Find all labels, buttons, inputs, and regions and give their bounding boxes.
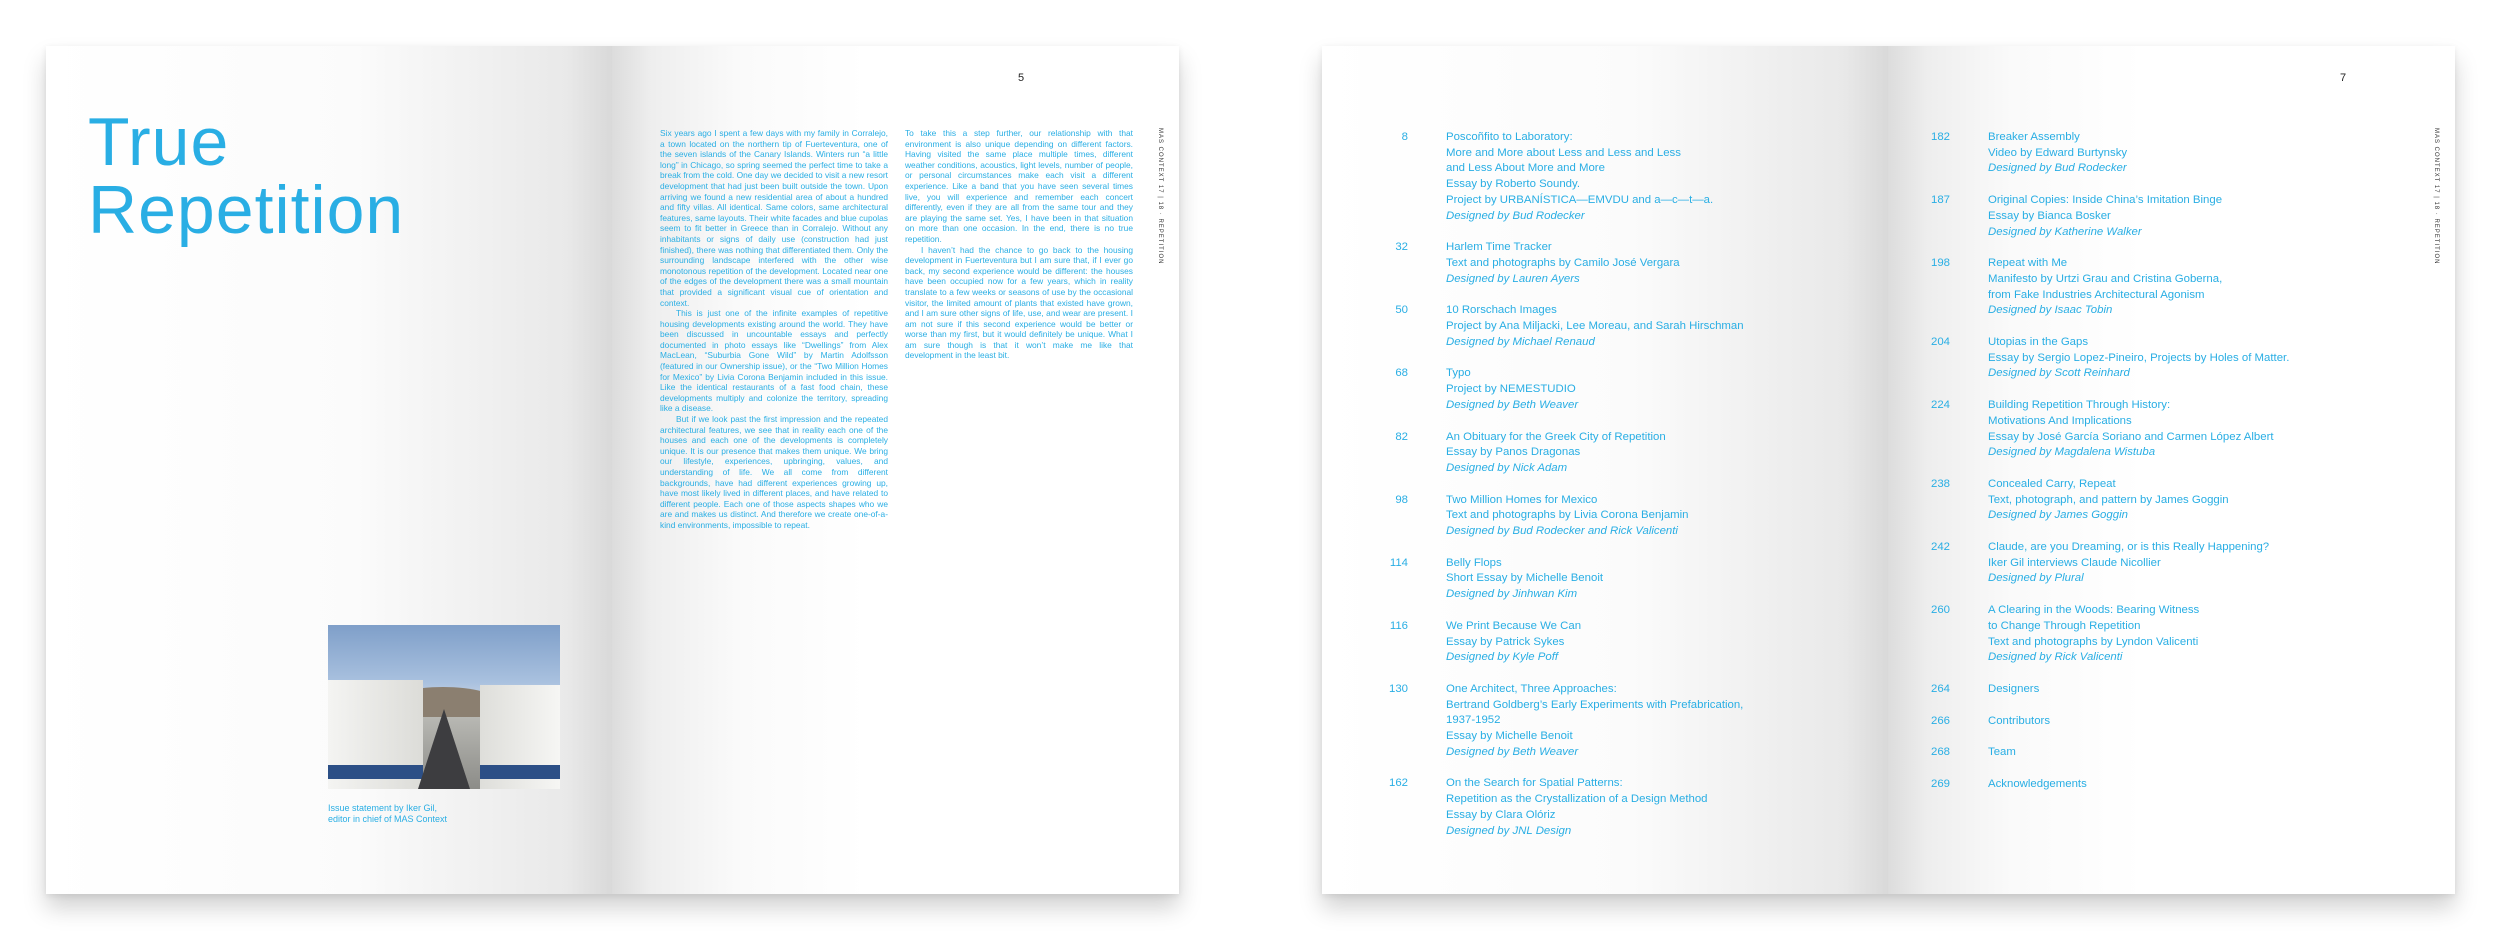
toc-entry-designer: Designed by Bud Rodecker bbox=[1988, 162, 2127, 175]
toc-entry-credit: Essay by José García Soriano and Carmen López Albert bbox=[1988, 430, 2274, 443]
toc-entry-title: Contributors bbox=[1988, 714, 2051, 727]
running-head: MAS CONTEXT 17 | 18 · REPETITION bbox=[1157, 128, 1163, 265]
toc-page-number: 269 bbox=[1930, 778, 1950, 790]
toc-entry-designer: Designed by Scott Reinhard bbox=[1988, 367, 2130, 380]
toc-page-number: 264 bbox=[1930, 682, 1950, 695]
left-page-issue-statement bbox=[46, 46, 612, 894]
toc-entry-text bbox=[1988, 745, 2418, 761]
toc-entry-credit: Bertrand Goldberg’s Early Experiments with Prefabrication, bbox=[1446, 698, 1744, 711]
toc-entry-title: Claude, are you Dreaming, or is this Really Happening? bbox=[1988, 541, 2270, 553]
toc-entry-text bbox=[1988, 398, 2418, 461]
toc-entry-designer: Designed by James Goggin bbox=[1988, 509, 2128, 522]
toc-page-number: 162 bbox=[1388, 777, 1408, 790]
essay-paragraph: But if we look past the first impression and the repeated architectural features, we see that in reality each one of the houses and each one of the developments is completely unique. It is our presence that makes them unique. We bring our lifestyle, experiences, upbringing, values, and understanding of life. We all come from different backgrounds, have had different experiences growing up, have most likely lived in different places, and have related to different people. Each one of those aspects shapes who we are and makes us distinct. And therefore we create one-of-a-kind environments, impossible to repeat. bbox=[660, 414, 888, 530]
toc-entry-credit: Text and photographs by Livia Corona Benjamin bbox=[1446, 509, 1689, 522]
essay-paragraph: This is just one of the infinite examples of repetitive housing developments existing around the world. They have been discussed in uncountable essays and perfectly documented in photo essays like “Dwellings” from Alex MacLean, “Suburbia Gone Wild” by Martin Adolfsson (featured in our Ownership issue), or the “Two Million Homes for Mexico” by Livia Corona Benjamin included in this issue. Like the identical restaurants of a fast food chain, these developments multiply and colonize the territory, spreading like a disease. bbox=[660, 308, 888, 414]
toc-entry-credit: Essay by Bianca Bosker bbox=[1988, 209, 2111, 222]
toc-entry-designer: Designed by Magdalena Wistuba bbox=[1988, 446, 2156, 459]
toc-entry-credit: Project by Ana Miljacki, Lee Moreau, and Sarah Hirschman bbox=[1446, 320, 1744, 332]
toc-entry-credit: Project by NEMESTUDIO bbox=[1446, 383, 1576, 396]
toc-page-number: 116 bbox=[1389, 619, 1408, 632]
toc-entry-text bbox=[1988, 682, 2418, 698]
toc-entry-text bbox=[1446, 430, 1876, 477]
toc-page-number: 198 bbox=[1930, 257, 1950, 270]
toc-entry-title: A Clearing in the Woods: Bearing Witness bbox=[1988, 604, 2200, 617]
toc-page-number: 187 bbox=[1930, 194, 1950, 207]
toc-entry-credit: and Less About More and More bbox=[1446, 162, 1605, 175]
toc-entry-designer: Designed by Isaac Tobin bbox=[1988, 304, 2113, 317]
toc-page-number: 68 bbox=[1395, 367, 1408, 380]
toc-page-number: 8 bbox=[1401, 131, 1408, 143]
toc-entry-credit: Text and photographs by Camilo José Vergara bbox=[1446, 256, 1680, 269]
toc-entry-title: Poscoñfito to Laboratory: bbox=[1446, 131, 1573, 143]
photo-street-corralejo bbox=[328, 625, 560, 789]
toc-entry-text bbox=[1446, 303, 1876, 350]
toc-page-number: 114 bbox=[1389, 556, 1408, 569]
toc-page-number: 266 bbox=[1930, 714, 1950, 727]
toc-entry-title: Designers bbox=[1988, 682, 2040, 695]
toc-entry-credit: Essay by Patrick Sykes bbox=[1446, 635, 1565, 648]
toc-entry-credit: Video by Edward Burtynsky bbox=[1988, 146, 2128, 159]
toc-entry-title: On the Search for Spatial Patterns: bbox=[1446, 777, 1623, 790]
page-number: 7 bbox=[2340, 72, 2347, 84]
spread-title bbox=[88, 104, 405, 248]
toc-entry-designer: Designed by Michael Renaud bbox=[1446, 335, 1595, 348]
toc-entry-text bbox=[1446, 493, 1876, 540]
toc-page-number: 242 bbox=[1930, 541, 1950, 553]
toc-entry-title: Acknowledgements bbox=[1988, 778, 2087, 790]
caption-text: Issue statement by Iker Gil, editor in chief of MAS Context bbox=[328, 803, 448, 824]
toc-entry-designer: Designed by Bud Rodecker and Rick Valicenti bbox=[1446, 525, 1678, 537]
left-spread bbox=[46, 46, 1179, 894]
toc-entry-title: Breaker Assembly bbox=[1988, 131, 2080, 143]
toc-page-number: 130 bbox=[1388, 682, 1408, 695]
title-line-2: Repetition bbox=[88, 172, 405, 248]
toc-entry-title: Team bbox=[1988, 746, 2016, 759]
toc-entry-credit: Essay by Panos Dragonas bbox=[1446, 446, 1581, 459]
toc-entry-title: Original Copies: Inside China’s Imitation Binge bbox=[1988, 194, 2223, 207]
toc-entry-text bbox=[1988, 777, 2418, 793]
toc-entry-credit: Motivations And Implications bbox=[1988, 414, 2132, 427]
toc-page-number: 82 bbox=[1395, 430, 1408, 443]
toc-entry-credit: Essay by Sergio Lopez-Pineiro, Projects by Holes of Matter. bbox=[1988, 351, 2290, 364]
essay-paragraph: Six years ago I spent a few days with my family in Corralejo, a town located on the northern tip of Fuerteventura, one of the seven islands of the Canary Islands. Winters run “a little long” in Chicago, so spring seemed the perfect time to take a break from the cold. One day we decided to visit a new resort development that had just been built outside the town. Upon arriving we found a new residential area of about a hundred and fifty villas. All identical. Same colors, same architectural features, same layouts. Their white facades and blue cupolas seem to fit better in Greece than in Corralejo. Without any inhabitants or signs of daily use (construction had just finished), there was nothing that differentiated them. Only the surrounding landscape interfered with the other wise monotonous repetition of the development. Located near one of the edges of the development there was a small mountain that provided a significant visual cue of orientation and context. bbox=[660, 128, 888, 308]
toc-entry-text bbox=[1988, 335, 2418, 382]
toc-entry-text bbox=[1446, 776, 1876, 839]
toc-entry-designer: Designed by Nick Adam bbox=[1446, 461, 1568, 474]
toc-page-number: 182 bbox=[1930, 131, 1950, 143]
toc-entry-credit: Manifesto by Urtzi Grau and Cristina Goberna, bbox=[1988, 272, 2223, 285]
toc-entry-title: 10 Rorschach Images bbox=[1446, 304, 1557, 317]
toc-entry-title: Harlem Time Tracker bbox=[1446, 241, 1552, 254]
toc-right-page bbox=[1888, 46, 2455, 894]
toc-entry-text bbox=[1988, 540, 2418, 587]
toc-entry-text bbox=[1446, 682, 1876, 761]
right-page-essay bbox=[612, 46, 1179, 894]
essay-column-2 bbox=[905, 128, 1133, 361]
toc-page-number: 50 bbox=[1395, 304, 1408, 317]
toc-page-number: 224 bbox=[1930, 399, 1950, 412]
photo-caption bbox=[328, 803, 528, 825]
toc-page-number: 268 bbox=[1930, 746, 1950, 759]
toc-entry-credit: Repetition as the Crystallization of a Design Method bbox=[1446, 793, 1708, 806]
toc-left-page bbox=[1322, 46, 1888, 894]
toc-entry-designer: Designed by Rick Valicenti bbox=[1988, 651, 2123, 664]
toc-entry-title: Utopias in the Gaps bbox=[1988, 336, 2089, 348]
toc-entry-credit: Text and photographs by Lyndon Valicenti bbox=[1988, 635, 2199, 648]
toc-entry-title: Belly Flops bbox=[1446, 556, 1502, 569]
right-spread bbox=[1322, 46, 2455, 894]
toc-entry-credit: Essay by Roberto Soundy. bbox=[1446, 178, 1581, 191]
toc-entry-credit: from Fake Industries Architectural Agonism bbox=[1988, 288, 2205, 301]
toc-entry-text bbox=[1988, 477, 2418, 524]
toc-entry-text bbox=[1988, 256, 2418, 319]
toc-entry-text bbox=[1446, 619, 1876, 666]
toc-entry-designer: Designed by Lauren Ayers bbox=[1446, 272, 1580, 285]
page-number: 5 bbox=[1018, 72, 1025, 84]
toc-entry-text bbox=[1988, 130, 2418, 177]
toc-page-number: 260 bbox=[1930, 604, 1950, 617]
toc-entry-title: One Architect, Three Approaches: bbox=[1446, 682, 1617, 695]
toc-entry-title: Repeat with Me bbox=[1988, 257, 2068, 270]
essay-paragraph: I haven’t had the chance to go back to the housing development in Fuerteventura but I am sure that, if I ever go back, my second experience would be different: the houses have been occupied now for a few years, which in reality translate to a few weeks or seasons of use by the occasional visitor, the limited amount of plants that existed have grown, and I am sure other signs of life, use, and wear are present. I am not sure if this second experience would be better or worse than my first, but it would definitely be unique. What I am sure though is that it won’t make me like that development in the least bit. bbox=[905, 244, 1133, 361]
toc-entry-title: We Print Because We Can bbox=[1446, 619, 1582, 632]
toc-entry-designer: Designed by Jinhwan Kim bbox=[1446, 588, 1578, 601]
toc-entry-designer: Designed by Beth Weaver bbox=[1446, 745, 1579, 758]
running-head: MAS CONTEXT 17 | 18 · REPETITION bbox=[2433, 128, 2439, 265]
toc-entry-credit: Essay by Michelle Benoit bbox=[1446, 730, 1573, 742]
toc-entry-credit: Short Essay by Michelle Benoit bbox=[1446, 572, 1604, 585]
title-line-1: True bbox=[88, 104, 230, 180]
toc-entry-designer: Designed by Kyle Poff bbox=[1446, 651, 1559, 664]
toc-entry-text bbox=[1988, 714, 2418, 730]
toc-entry-credit: 1937-1952 bbox=[1446, 714, 1501, 727]
toc-entry-title: Typo bbox=[1446, 367, 1471, 380]
toc-entry-text bbox=[1988, 193, 2418, 240]
toc-entry-credit: Iker Gil interviews Claude Nicollier bbox=[1988, 556, 2161, 569]
toc-entry-title: An Obituary for the Greek City of Repetition bbox=[1446, 430, 1666, 443]
toc-entry-credit: Text, photograph, and pattern by James Goggin bbox=[1988, 493, 2229, 506]
toc-entry-designer: Designed by Beth Weaver bbox=[1446, 398, 1579, 411]
toc-entry-text bbox=[1446, 366, 1876, 413]
toc-page-number: 238 bbox=[1930, 477, 1950, 490]
toc-entry-text bbox=[1988, 603, 2418, 666]
toc-page-number: 32 bbox=[1395, 241, 1408, 254]
toc-entry-text bbox=[1446, 240, 1876, 287]
toc-entry-credit: More and More about Less and Less and Less bbox=[1446, 146, 1681, 159]
toc-entry-designer: Designed by JNL Design bbox=[1446, 824, 1572, 837]
toc-entry-title: Concealed Carry, Repeat bbox=[1988, 477, 2116, 490]
toc-entry-designer: Designed by Plural bbox=[1988, 572, 2084, 585]
toc-entry-title: Building Repetition Through History: bbox=[1988, 399, 2171, 412]
toc-page-number: 204 bbox=[1930, 336, 1950, 348]
toc-entry-credit: to Change Through Repetition bbox=[1988, 619, 2141, 632]
toc-entry-text bbox=[1446, 130, 1876, 224]
toc-entry-text bbox=[1446, 556, 1876, 603]
essay-column-1 bbox=[660, 128, 888, 531]
toc-entry-designer: Designed by Bud Rodecker bbox=[1446, 209, 1585, 222]
toc-entry-credit: Essay by Clara Olóriz bbox=[1446, 808, 1556, 821]
essay-paragraph: To take this a step further, our relationship with that environment is also unique depending on different factors. Having visited the same place multiple times, different weather conditions, acoustics, light levels, number of people, or personal circumstances make each visit a different experience. Like a band that you have seen several times live, you will experience and remember each concert differently, even if they are all from the same tour and they are playing the same set. Yes, I have been in that situation on more than one occasion. In the end, there is no true repetition. bbox=[905, 128, 1133, 244]
toc-entry-credit: Project by URBANÍSTICA—EMVDU and a—c—t—a. bbox=[1446, 193, 1714, 206]
toc-page-number: 98 bbox=[1395, 493, 1408, 506]
toc-entry-title: Two Million Homes for Mexico bbox=[1446, 493, 1598, 506]
toc-entry-designer: Designed by Katherine Walker bbox=[1988, 225, 2142, 238]
